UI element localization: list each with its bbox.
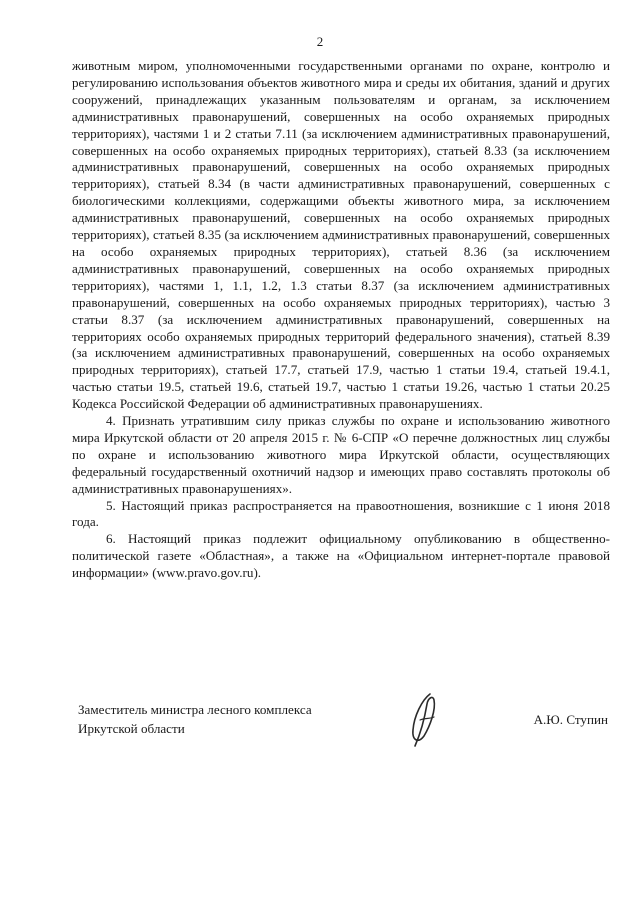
paragraph-continuation: животным миром, уполномоченными государственными органами по охране, контролю и регулированию использования объектов животного мира и среды их обитания, зданий и других сооружений, принадлежащих указанным пользователям и органам, за исключением административных правонарушений, совершенных на особо охраняемых природных территориях), частями 1 и 2 статьи 7.11 (за исключением административных правонарушений, совершенных на особо охраняемых природных территориях), статьей 8.33 (за исключением административных правонарушений, совершенных на особо охраняемых природных территориях), статьей 8.34 (в части административных правонарушений, совершенных с биологическими коллекциями, содержащими объекты животного мира, за исключением административных правонарушений, совершенных на особо охраняемых природных территориях), статьей 8.35 (за исключением административных правонарушений, совершенных на особо охраняемых природных территориях), статьей 8.36 (за исключением административных правонарушений, совершенных на особо охраняемых природных территориях), частями 1, 1.1, 1.2, 1.3 статьи 8.37 (за исключением административных правонарушений, совершенных на особо охраняемых природных территориях), частью 3 статьи 8.37 (за исключением административных правонарушений, совершенных на территориях особо охраняемых природных территорий федерального значения), статьей 8.39 (за исключением административных правонарушений, совершенных на особо охраняемых природных территориях), статьей 17.7, статьей 17.9, частью 1 статьи 19.4, статьей 19.4.1, частью статьи 19.5, статьей 19.6, статьей 19.7, частью 1 статьи 19.26, частью 1 статьи 20.25 Кодекса Российской Федерации об административных правонарушениях.	[72, 58, 610, 412]
document-body	[72, 58, 610, 582]
signature-block	[78, 700, 608, 738]
paragraph-5: 5. Настоящий приказ распространяется на правоотношения, возникшие с 1 июня 2018 года.	[72, 497, 610, 530]
paragraph-4: 4. Признать утратившим силу приказ службы по охране и использованию животного мира Иркутской области от 20 апреля 2015 г. № 6-СПР «О перечне должностных лиц службы по охране и использованию животного мира Иркутской области, осуществляющих федеральный государственный охотничий надзор и имеющих право составлять протоколы об административных правонарушениях».	[72, 413, 610, 496]
signer-position: Заместитель министра лесного комплекса Иркутской области	[78, 702, 312, 736]
paragraph-6: 6. Настоящий приказ подлежит официальному опубликованию в общественно-политической газете «Областная», а также на «Официальном интернет-портале правовой информации» (www.pravo.gov.ru).	[72, 531, 610, 581]
signer-name: А.Ю. Ступин	[533, 712, 608, 727]
page-number: 2	[316, 34, 324, 49]
